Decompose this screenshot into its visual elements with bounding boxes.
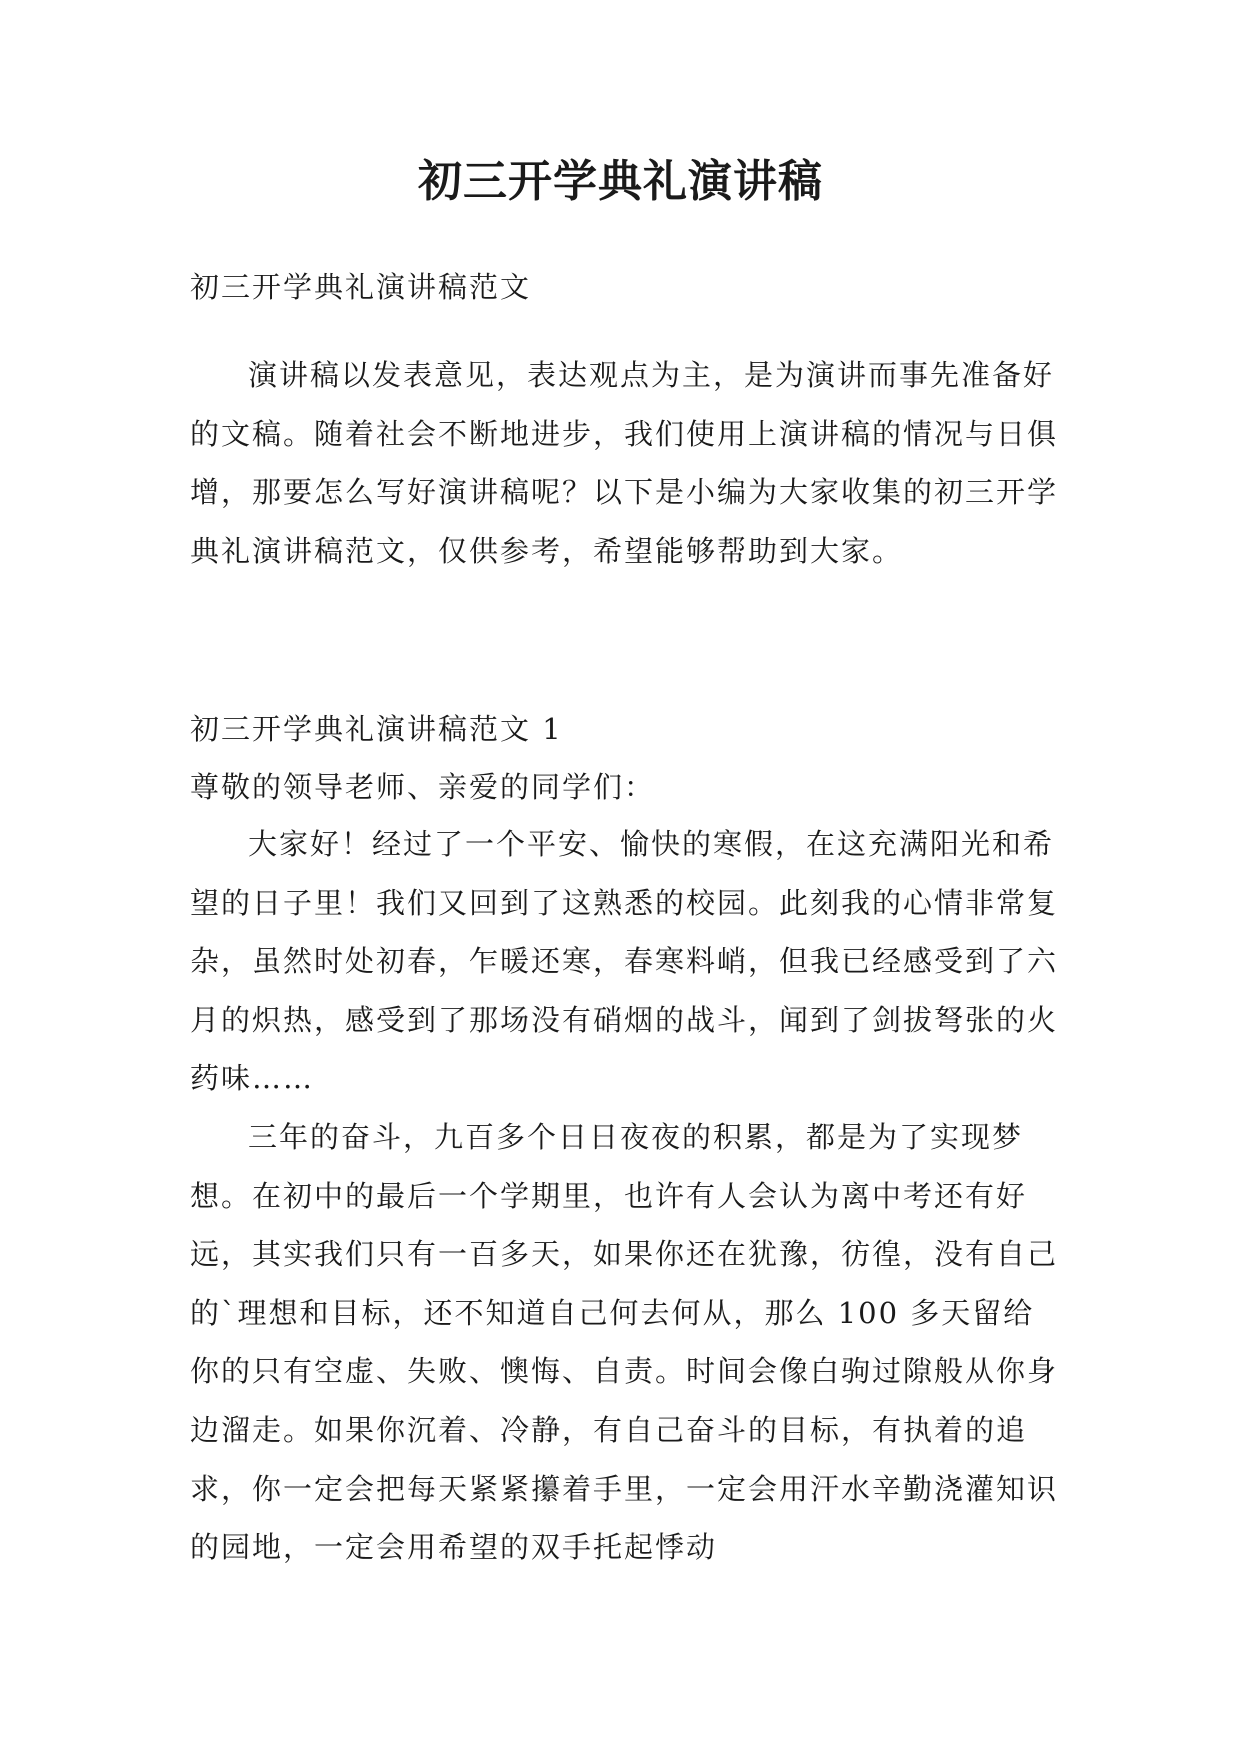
salutation: 尊敬的领导老师、亲爱的同学们： [190,770,656,804]
intro-paragraph: 演讲稿以发表意见，表达观点为主，是为演讲而事先准备好的文稿。随着社会不断地进步，我们使用上演讲稿的情况与日俱增，那要怎么写好演讲稿呢？以下是小编为大家收集的初三开学典礼演讲稿范文，仅供参考，希望能够帮助到大家。 [190,358,1059,568]
intro-heading: 初三开学典礼演讲稿范文 [190,270,532,304]
speech-heading: 初三开学典礼演讲稿范文 1 [190,712,563,746]
speech-paragraph: 大家好！经过了一个平安、愉快的寒假，在这充满阳光和希望的日子里！我们又回到了这熟悉的校园。此刻我的心情非常复杂，虽然时处初春，乍暖还寒，春寒料峭，但我已经感受到了六月的炽热，感受到了那场没有硝烟的战斗，闻到了剑拔弩张的火药味…… [190,827,1059,1096]
speech-paragraph: 三年的奋斗，九百多个日日夜夜的积累，都是为了实现梦想。在初中的最后一个学期里，也许有人会认为离中考还有好远，其实我们只有一百多天，如果你还在犹豫，彷徨，没有自己的`理想和目标，还不知道自己何去何从，那么 100 多天留给你的只有空虚、失败、懊悔、自责。时间会像白驹过隙般从你身边溜走。如果你沉着、冷静，有自己奋斗的目标，有执着的追求，你一定会把每天紧紧攥着手里，一定会用汗水辛勤浇灌知识的园地，一定会用希望的双手托起悸动 [190,1120,1059,1565]
document-title: 初三开学典礼演讲稿 [418,156,823,207]
